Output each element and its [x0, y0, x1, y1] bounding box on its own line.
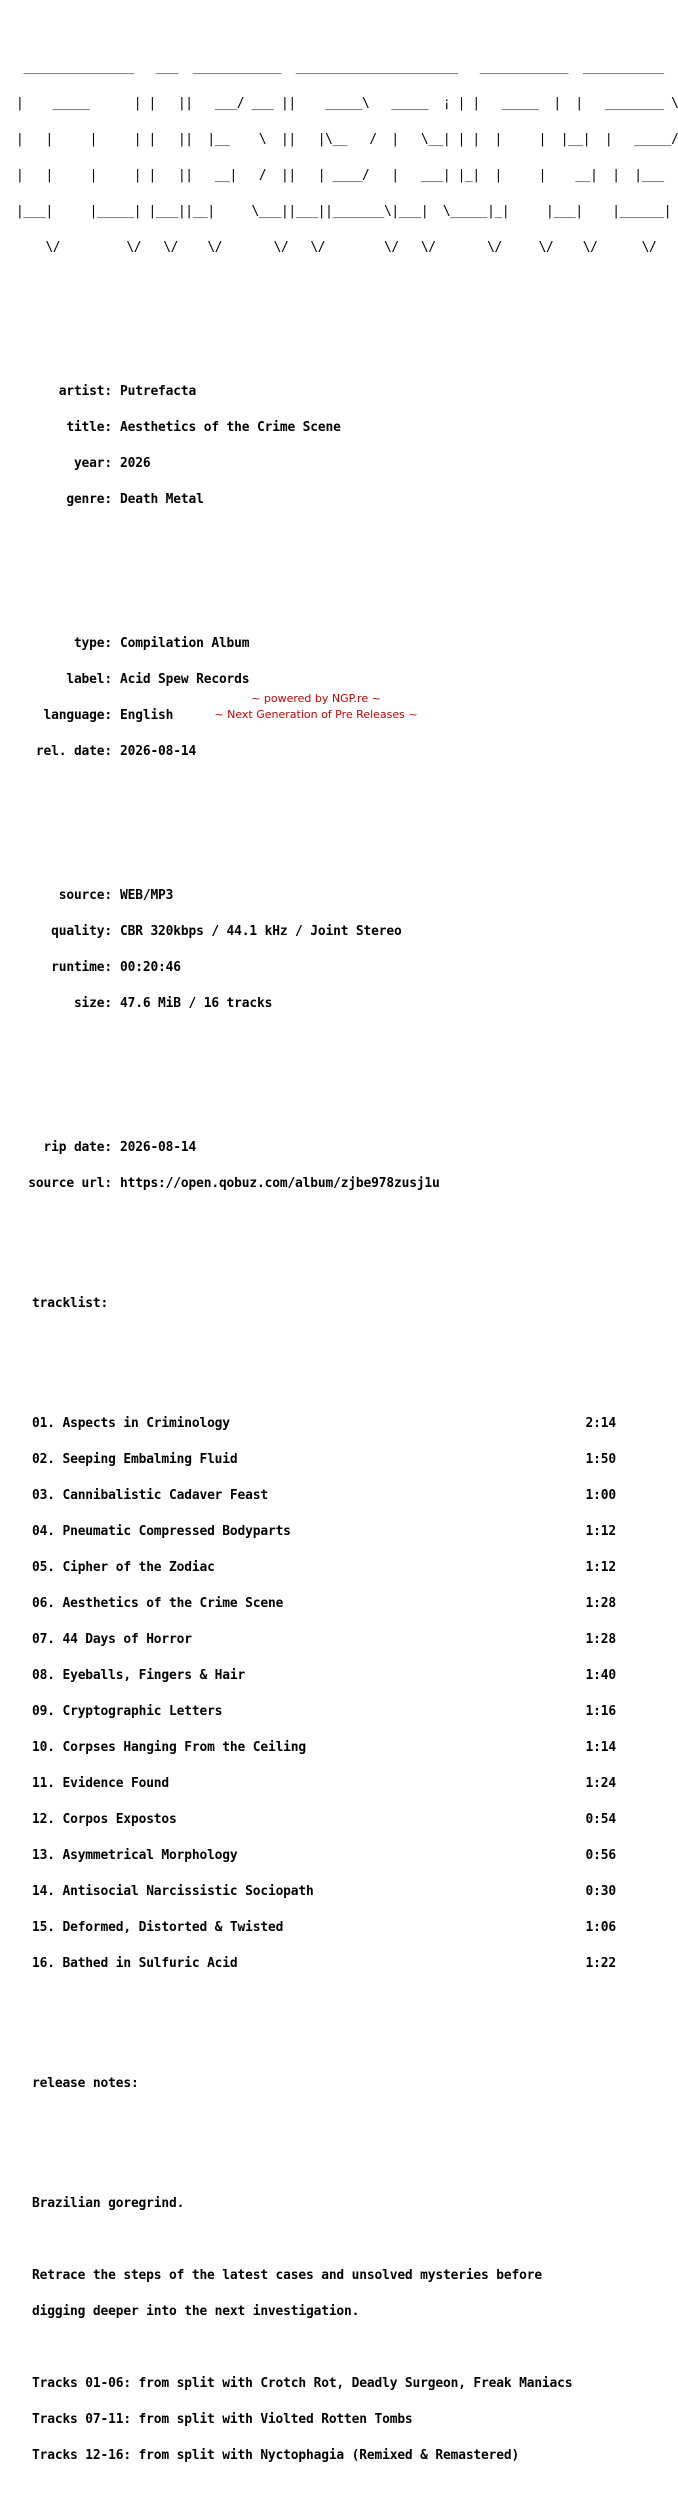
track-number: 13. [32, 1848, 55, 1863]
info-key: year: [73, 456, 112, 471]
track-time: 1:00 [585, 1488, 616, 1503]
note-line: Brazilian goregrind. [32, 2196, 185, 2211]
source-key: quality: [51, 924, 112, 939]
track-number: 06. [32, 1596, 55, 1611]
track-row [16, 1706, 620, 1718]
release-value: 2026-08-14 [120, 744, 197, 759]
track-row [16, 1922, 620, 1934]
track-title: Aesthetics of the Crime Scene [62, 1596, 284, 1611]
source-value: WEB/MP3 [120, 888, 174, 903]
rip-key: source url: [28, 1176, 112, 1191]
track-number: 15. [32, 1920, 55, 1935]
source-row [16, 926, 620, 938]
note-line: Tracks 01-06: from split with Crotch Rot, Deadly Surgeon, Freak Maniacs [32, 2376, 573, 2391]
info-value: Putrefacta [120, 384, 197, 399]
info-block [16, 362, 620, 530]
track-number: 11. [32, 1776, 55, 1791]
track-time: 1:16 [585, 1704, 616, 1719]
track-time: 1:22 [585, 1956, 616, 1971]
ascii-logo-line: _______________ ___ ____________ ______________________ ____________ ___________ [16, 60, 672, 75]
track-title: 44 Days of Horror [62, 1632, 192, 1647]
info-key: title: [66, 420, 112, 435]
rip-value: 2026-08-14 [120, 1140, 197, 1155]
track-row [16, 1598, 620, 1610]
track-title: Evidence Found [62, 1776, 170, 1791]
footer-tagline: ~ Next Generation of Pre Releases ~ [214, 708, 418, 721]
note-line: Tracks 07-11: from split with Violted Rotten Tombs [32, 2412, 413, 2427]
track-number: 09. [32, 1704, 55, 1719]
track-row [16, 1490, 620, 1502]
tracklist [16, 1394, 620, 1994]
track-title: Antisocial Narcissistic Sociopath [62, 1884, 314, 1899]
note-line: Tracks 12-16: from split with Nyctophagia (Remixed & Remastered) [32, 2448, 520, 2463]
source-key: runtime: [51, 960, 112, 975]
nfo-text [16, 14, 678, 2498]
source-row [16, 998, 620, 1010]
info-row [16, 422, 620, 434]
ascii-logo-line: |___| |_____| |___||__| \___||___||_______\|___| \_____|_| |___| |______| [16, 204, 672, 219]
note-line [32, 2234, 620, 2246]
track-title: Asymmetrical Morphology [62, 1848, 238, 1863]
source-key: size: [73, 996, 112, 1011]
track-time: 1:28 [585, 1632, 616, 1647]
release-value: English [120, 708, 174, 723]
info-value: 2026 [120, 456, 151, 471]
track-time: 1:12 [585, 1524, 616, 1539]
track-title: Cryptographic Letters [62, 1704, 223, 1719]
ascii-logo-line: \/ \/ \/ \/ \/ \/ \/ \/ \/ \/ \/ \/ [16, 240, 664, 255]
release-notes [16, 2174, 620, 2486]
info-key: artist: [58, 384, 112, 399]
track-time: 1:14 [585, 1740, 616, 1755]
release-row [16, 746, 620, 758]
release-key: label: [66, 672, 112, 687]
track-row [16, 1958, 620, 1970]
track-number: 07. [32, 1632, 55, 1647]
release-value: Acid Spew Records [120, 672, 250, 687]
rip-key: rip date: [43, 1140, 112, 1155]
track-row [16, 1418, 620, 1430]
track-row [16, 1850, 620, 1862]
source-url-link[interactable]: https://open.qobuz.com/album/zjbe978zusj1u [120, 1176, 440, 1191]
track-row [16, 1778, 620, 1790]
track-title: Cannibalistic Cadaver Feast [62, 1488, 268, 1503]
track-title: Corpos Expostos [62, 1812, 177, 1827]
track-number: 12. [32, 1812, 55, 1827]
track-number: 01. [32, 1416, 55, 1431]
note-line: digging deeper into the next investigation. [32, 2304, 360, 2319]
track-time: 0:56 [585, 1848, 616, 1863]
source-key: source: [58, 888, 112, 903]
release-key: language: [43, 708, 112, 723]
track-number: 08. [32, 1668, 55, 1683]
rip-block [16, 1118, 620, 1214]
track-row [16, 1562, 620, 1574]
track-title: Cipher of the Zodiac [62, 1560, 215, 1575]
track-time: 1:40 [585, 1668, 616, 1683]
release-key: rel. date: [35, 744, 112, 759]
info-row [16, 386, 620, 398]
track-number: 04. [32, 1524, 55, 1539]
track-number: 05. [32, 1560, 55, 1575]
source-row [16, 890, 620, 902]
release-key: type: [73, 636, 112, 651]
track-row [16, 1670, 620, 1682]
track-title: Pneumatic Compressed Bodyparts [62, 1524, 291, 1539]
track-time: 1:28 [585, 1596, 616, 1611]
note-line: Retrace the steps of the latest cases and unsolved mysteries before [32, 2268, 542, 2283]
track-title: Deformed, Distorted & Twisted [62, 1920, 284, 1935]
track-title: Bathed in Sulfuric Acid [62, 1956, 238, 1971]
note-line [32, 2342, 620, 2354]
release-row [16, 674, 620, 686]
footer-powered-by[interactable]: ~ powered by NGP.re ~ [251, 692, 381, 705]
info-key: genre: [66, 492, 112, 507]
release-notes-heading: release notes: [32, 2076, 139, 2091]
rip-row [16, 1178, 620, 1190]
source-row [16, 962, 620, 974]
track-number: 10. [32, 1740, 55, 1755]
track-title: Eyeballs, Fingers & Hair [62, 1668, 246, 1683]
track-row [16, 1742, 620, 1754]
track-row [16, 1526, 620, 1538]
source-value: 00:20:46 [120, 960, 181, 975]
track-time: 0:54 [585, 1812, 616, 1827]
track-number: 16. [32, 1956, 55, 1971]
source-block [16, 866, 620, 1034]
track-time: 0:30 [585, 1884, 616, 1899]
track-number: 02. [32, 1452, 55, 1467]
ascii-logo-line: | _____ | | || ___/ ___ || _____\ _____ ¡ | | _____ | | ________ \ [16, 96, 678, 111]
track-title: Aspects in Criminology [62, 1416, 230, 1431]
info-row [16, 494, 620, 506]
track-time: 1:24 [585, 1776, 616, 1791]
info-row [16, 458, 620, 470]
track-row [16, 1454, 620, 1466]
source-value: 47.6 MiB / 16 tracks [120, 996, 273, 1011]
release-value: Compilation Album [120, 636, 250, 651]
track-time: 1:06 [585, 1920, 616, 1935]
track-title: Corpses Hanging From the Ceiling [62, 1740, 307, 1755]
release-row [16, 638, 620, 650]
track-row [16, 1814, 620, 1826]
rip-row [16, 1142, 620, 1154]
track-time: 2:14 [585, 1416, 616, 1431]
track-title: Seeping Embalming Fluid [62, 1452, 238, 1467]
track-number: 03. [32, 1488, 55, 1503]
source-value: CBR 320kbps / 44.1 kHz / Joint Stereo [120, 924, 402, 939]
ascii-logo [16, 38, 678, 278]
ascii-logo-line: | | | | | || __| / || | ____/ | ___| |_| | | __| | |___ [16, 168, 672, 183]
track-row [16, 1886, 620, 1898]
ascii-logo-line: | | | | | || |__ \ || |\__ / | \__| | | | | |__| | _____/ [16, 132, 678, 147]
info-value: Aesthetics of the Crime Scene [120, 420, 341, 435]
track-number: 14. [32, 1884, 55, 1899]
track-time: 1:12 [585, 1560, 616, 1575]
track-time: 1:50 [585, 1452, 616, 1467]
info-value: Death Metal [120, 492, 204, 507]
tracklist-heading: tracklist: [32, 1296, 109, 1311]
track-row [16, 1634, 620, 1646]
